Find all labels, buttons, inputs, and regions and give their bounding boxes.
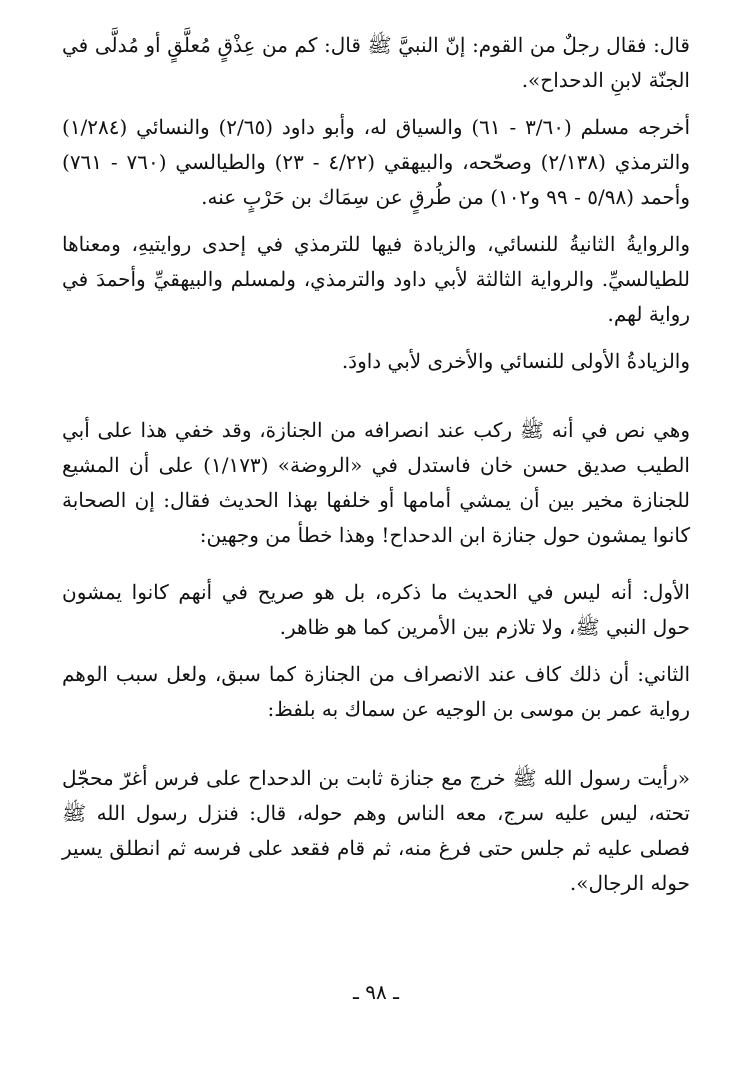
paragraph-commentary: وهي نص في أنه ﷺ ركب عند انصرافه من الجنازة، وقد خفي هذا على أبي الطيب صديق حسن خان فاستدل في «الروضة» (١/١٧٣) على أن المشيع للجنازة مخير بين أن يمشي أمامها أو خلفها بهذا الحديث فقال: إن الصحابة كانوا يمشون حول جنازة ابن الدحداح! وهذا خطأ من وجهين:	[62, 418, 690, 547]
paragraph-first-point: الأول: أنه ليس في الحديث ما ذكره، بل هو صريح في أنهم كانوا يمشون حول النبي ﷺ، ولا تلازم بين الأمرين كما هو ظاهر.	[62, 580, 690, 639]
paragraph-additions: والزيادةُ الأولى للنسائي والأخرى لأبي داودَ.	[341, 349, 690, 373]
paragraph-quoted-narration: «رأيت رسول الله ﷺ خرج مع جنازة ثابت بن الدحداح على فرس أغرّ محجّل تحته، ليس عليه سرج، معه الناس وهم حوله، قال: فنزل رسول الله ﷺ فصلى عليه ثم جلس حتى فرغ منه، ثم قام فقعد على فرسه ثم انطلق يسير حوله الرجال».	[62, 766, 690, 895]
page-number: ـ ٩٨ ـ	[353, 980, 399, 1004]
paragraph-second-narration: والروايةُ الثانيةُ للنسائي، والزيادة فيها للترمذي في إحدى روايتيهِ، ومعناها للطيالسيِّ. والرواية الثالثة لأبي داود والترمذي، ولمسلم والبيهقيِّ وأحمدَ في رواية لهم.	[62, 232, 690, 326]
paragraph-takhrij: أخرجه مسلم (٣/٦٠ - ٦١) والسياق له، وأبو داود (٢/٦٥) والنسائي (١/٢٨٤) والترمذي (٢/١٣٨) وصحّحه، والبيهقي (٤/٢٢ - ٢٣) والطيالسي (٧٦٠ - ٧٦١) وأحمد (٥/٩٨ - ٩٩ و١٠٢) من طُرقٍ عن سِمَاك بن حَرْبٍ عنه.	[62, 115, 690, 209]
paragraph-second-point: الثاني: أن ذلك كاف عند الانصراف من الجنازة كما سبق، ولعل سبب الوهم رواية عمر بن موسى بن الوجيه عن سماك به بلفظ:	[62, 662, 690, 721]
paragraph-hadith-ending: قال: فقال رجلٌ من القوم: إنّ النبيَّ ﷺ قال: كم من عِذْقٍ مُعلَّقٍ أو مُدلَّى في الجنّة لابنِ الدحداح».	[62, 33, 690, 92]
